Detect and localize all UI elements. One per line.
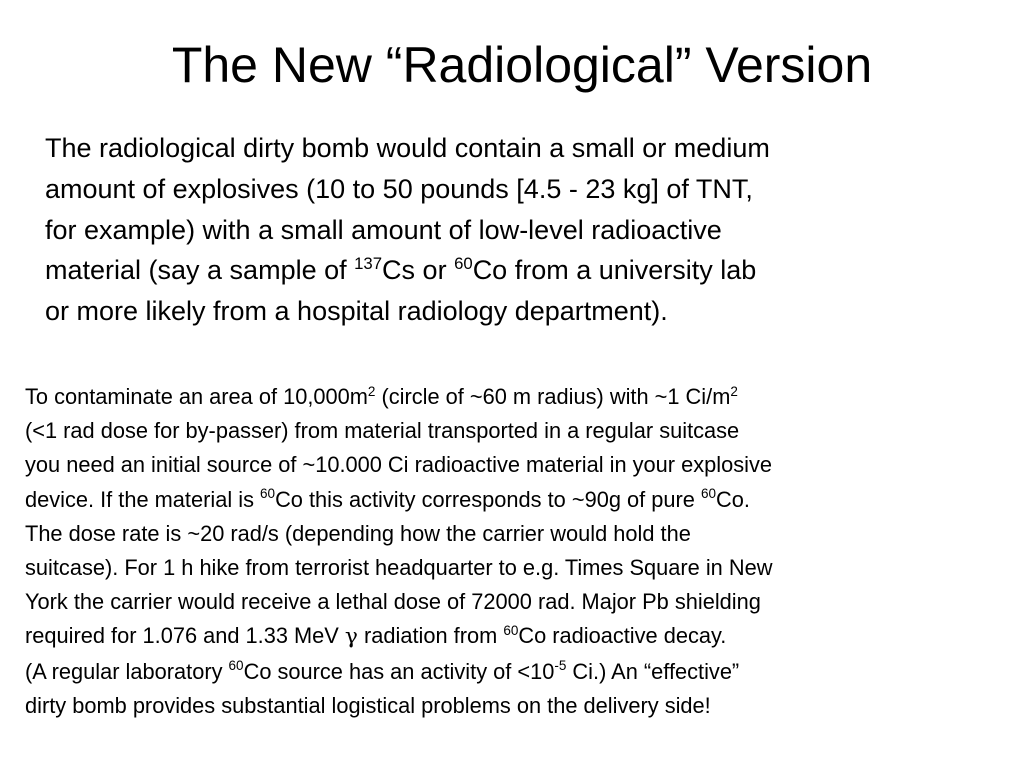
activity-exponent: -5 [554,658,567,674]
intro-line-4-text-a: material (say a sample of [45,255,355,286]
co-mass-number: 60 [503,623,519,639]
detail-line-1-text-b: (circle of ~60 m radius) with ~1 Ci/m [375,384,731,409]
detail-line-8-text-b: radiation from [357,623,504,649]
intro-line-3: for example) with a small amount of low-level radioactive [45,214,722,245]
detail-line-3: you need an initial source of ~10.000 Ci radioactive material in your explosive [25,452,772,478]
detail-line-4-text-c: Co. [715,486,750,512]
intro-line-2: amount of explosives (10 to 50 pounds [4.5 - 23 kg] of TNT, [45,173,753,204]
detail-line-9 [25,655,1020,689]
cs-mass-number: 137 [354,254,383,274]
detail-line-8-text-a: required for 1.076 and 1.33 MeV [25,623,345,649]
area-exponent: 2 [367,383,376,399]
detail-line-9-text-c: Ci.) An “effective” [566,658,740,684]
detail-line-1 [25,380,1020,414]
intro-line-4-text-c: Co from a university lab [472,255,757,286]
detail-line-2: (<1 rad dose for by-passer) from material transported in a regular suitcase [25,418,740,444]
activity-area-exponent: 2 [730,383,738,399]
detail-paragraph [25,380,1020,723]
intro-line-1: The radiological dirty bomb would contain a small or medium [45,133,770,163]
detail-line-6: suitcase). For 1 h hike from terrorist headquarter to e.g. Times Square in New [25,555,773,581]
detail-line-10: dirty bomb provides substantial logistical problems on the delivery side! [25,692,711,718]
co-mass-number: 60 [260,486,276,502]
detail-line-8 [25,619,1020,654]
slide-title: The New “Radiological” Version [171,37,873,93]
intro-line-4-text-b: Cs or [382,255,455,286]
detail-line-4-text-b: Co this activity corresponds to ~90g of pure [275,486,701,512]
co-mass-number: 60 [228,658,244,674]
detail-line-9-text-a: (A regular laboratory [25,658,229,684]
co-mass-number: 60 [700,486,716,502]
co-mass-number: 60 [454,254,473,274]
detail-line-4-text-a: device. If the material is [25,486,261,512]
detail-line-8-text-c: Co radioactive decay. [518,623,727,649]
detail-line-4 [25,483,1020,517]
detail-line-9-text-b: Co source has an activity of <10 [243,658,555,684]
gamma-symbol: γ [344,624,358,650]
detail-line-5: The dose rate is ~20 rad/s (depending how the carrier would hold the [25,520,691,546]
intro-paragraph [45,128,1005,332]
detail-line-1-text-a: To contaminate an area of 10,000m [25,384,368,409]
intro-line-4 [45,250,1005,291]
detail-line-7: York the carrier would receive a lethal dose of 72000 rad. Major Pb shielding [25,589,761,615]
intro-line-5: or more likely from a hospital radiology department). [45,296,668,327]
